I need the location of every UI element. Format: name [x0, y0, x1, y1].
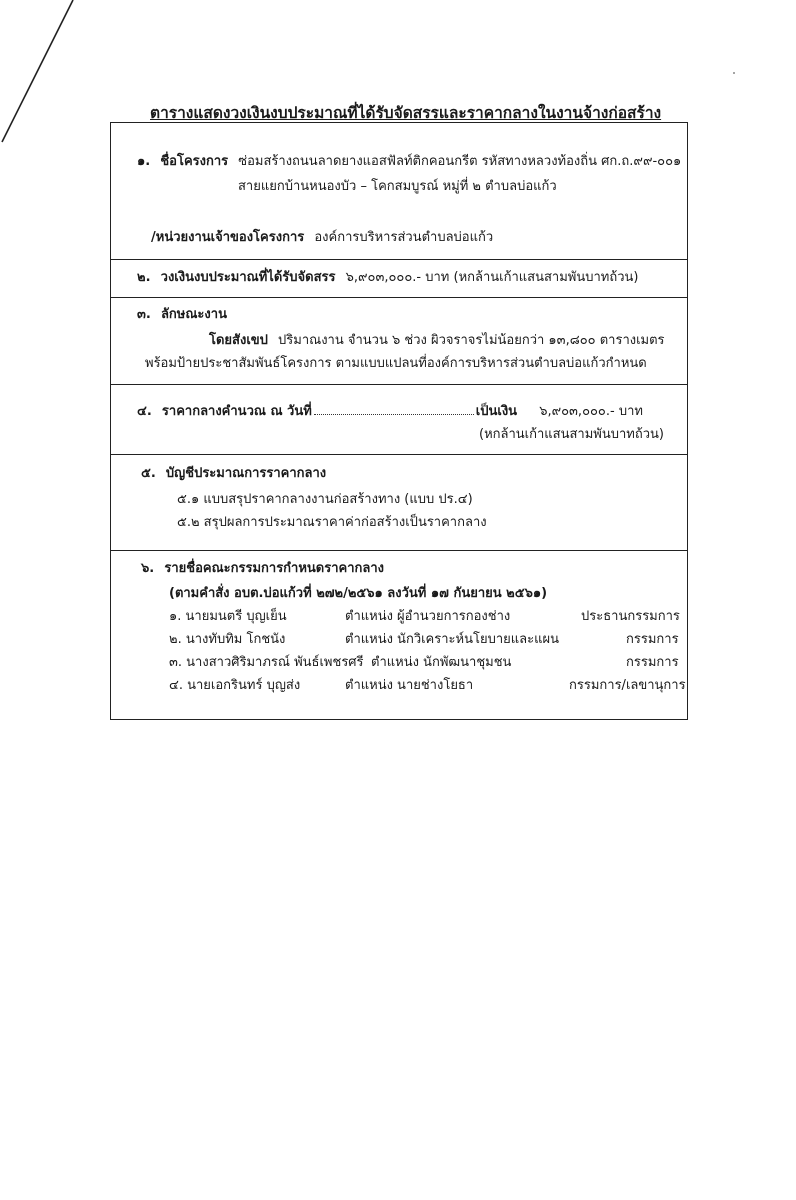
- member-name: นายมนตรี บุญเย็น: [185, 609, 287, 624]
- work-description-line2: พร้อมป้ายประชาสัมพันธ์โครงการ ตามแบบแปลนที่องค์การบริหารส่วนตำบลบ่อแก้วกำหนด: [145, 356, 647, 371]
- median-price-date-label: ราคากลางคำนวณ ณ วันที่: [161, 404, 312, 419]
- section-committee: [111, 550, 687, 718]
- member-position: ตำแหน่ง นักพัฒนาชุมชน: [371, 655, 512, 670]
- member-number: ๔.: [169, 678, 183, 693]
- document-title: ตารางแสดงวงเงินงบประมาณที่ได้รับจัดสรรและราคากลางในงานจ้างก่อสร้าง: [150, 104, 662, 122]
- section-median-price: [111, 384, 687, 454]
- work-description-line1: ปริมาณงาน จำนวน ๖ ช่วง ผิวจราจรไม่น้อยกว่า ๑๓,๘๐๐ ตารางเมตร: [278, 333, 665, 348]
- member-position: ตำแหน่ง นักวิเคราะห์นโยบายและแผน: [345, 632, 559, 647]
- budget-table: [110, 122, 688, 720]
- committee-order: (ตามคำสั่ง อบต.บ่อแก้วที่ ๒๗๒/๒๕๖๑ ลงวันที่ ๑๗ กันยายน ๒๕๖๑): [169, 586, 548, 601]
- member-role: ประธานกรรมการ: [581, 609, 680, 624]
- member-name: นางทับทิม โกชนัง: [185, 632, 286, 647]
- price-accounts-label: บัญชีประมาณการราคากลาง: [165, 466, 327, 481]
- budget-label: วงเงินงบประมาณที่ได้รับจัดสรร: [160, 270, 336, 285]
- member-name: นายเอกรินทร์ บุญส่ง: [187, 678, 301, 693]
- price-account-item: ๕.๑ แบบสรุปราคากลางงานก่อสร้างทาง (แบบ ปร.๔): [177, 492, 473, 507]
- member-position: ตำแหน่ง นายช่างโยธา: [345, 678, 474, 693]
- section-number: ๓.: [137, 307, 151, 322]
- median-price-amount-words: (หกล้านเก้าแสนสามพันบาทถ้วน): [479, 427, 664, 442]
- member-role: กรรมการ: [626, 632, 679, 647]
- section-number: ๒.: [137, 270, 151, 285]
- project-name-value: ซ่อมสร้างถนนลาดยางแอสฟัลท์ติกคอนกรีต รหัสทางหลวงท้องถิ่น ศก.ถ.๙๙-๐๐๑: [238, 154, 682, 169]
- budget-value: ๖,๙๐๓,๐๐๐.- บาท (หกล้านเก้าแสนสามพันบาทถ้วน): [345, 270, 639, 285]
- section-project: [111, 123, 687, 259]
- section-number: ๑.: [137, 154, 151, 169]
- section-number: ๖.: [141, 561, 155, 576]
- member-number: ๑.: [169, 609, 182, 624]
- date-blank-line: [314, 402, 474, 415]
- project-name-value-line2: สายแยกบ้านหนองบัว – โคกสมบูรณ์ หมู่ที่ ๒ ตำบลบ่อแก้ว: [238, 179, 557, 194]
- work-description-label: ลักษณะงาน: [160, 307, 227, 322]
- member-name: นางสาวศิริมาภรณ์ พันธ์เพชรศรี: [186, 655, 364, 670]
- project-owner-label: /หน่วยงานเจ้าของโครงการ: [151, 230, 305, 245]
- member-number: ๒.: [169, 632, 182, 647]
- scan-speck: [733, 72, 735, 74]
- project-name-label: ชื่อโครงการ: [160, 154, 229, 169]
- section-number: ๕.: [141, 466, 156, 481]
- price-account-item: ๕.๒ สรุปผลการประมาณราคาค่าก่อสร้างเป็นราคากลาง: [177, 515, 487, 530]
- member-position: ตำแหน่ง ผู้อำนวยการกองช่าง: [345, 609, 511, 624]
- section-work-description: [111, 297, 687, 384]
- project-owner-value: องค์การบริหารส่วนตำบลบ่อแก้ว: [314, 230, 494, 245]
- median-price-amount-label: เป็นเงิน: [475, 404, 518, 419]
- section-price-accounts: [111, 454, 687, 550]
- section-number: ๔.: [137, 404, 152, 419]
- member-role: กรรมการ/เลขานุการ: [569, 678, 686, 693]
- section-budget: [111, 259, 687, 297]
- committee-label: รายชื่อคณะกรรมการกำหนดราคากลาง: [164, 561, 385, 576]
- member-role: กรรมการ: [626, 655, 679, 670]
- median-price-amount-value: ๖,๙๐๓,๐๐๐.- บาท: [539, 404, 643, 419]
- member-number: ๓.: [169, 655, 183, 670]
- summary-label: โดยสังเขป: [209, 333, 268, 348]
